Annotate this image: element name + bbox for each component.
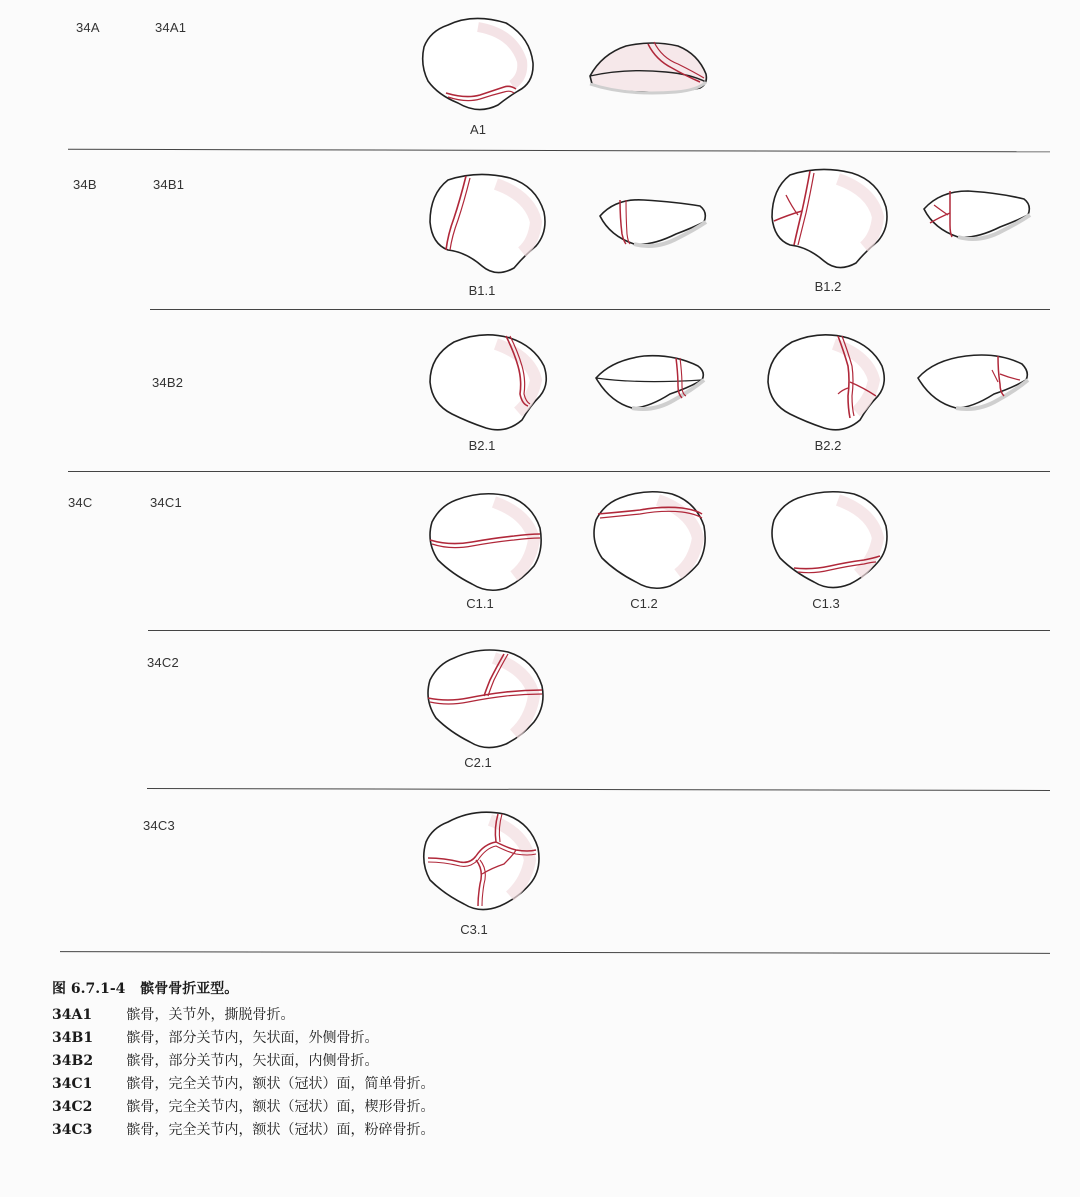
caption-title-row [52,978,434,998]
caption-text: 髌骨，关节外，撕脱骨折。 [126,1007,295,1023]
group-label-34C: 34C [68,495,93,510]
divider-C2-C3 [147,788,1050,791]
caption-code: 34B1 [52,1030,94,1046]
figure-label-A1: A1 [470,122,486,137]
patella-front-C1-1 [426,490,546,596]
caption-item [52,1004,434,1027]
divider-bottom [60,951,1050,954]
caption-text: 髌骨，部分关节内，矢状面，内侧骨折。 [126,1053,379,1069]
figure-caption [52,978,434,1142]
figure-label-B1-2: B1.2 [814,279,842,294]
figure-label-C2-1: C2.1 [464,755,492,770]
divider-B-C [68,471,1050,472]
caption-code: 34C2 [52,1099,93,1115]
patella-front-C2-1 [424,646,548,754]
divider-B1-B2 [150,309,1050,310]
figure-label-B1-1: B1.1 [468,283,496,298]
patella-front-B1-2 [766,165,892,273]
caption-code: 34B2 [52,1053,94,1069]
subgroup-label-34B1: 34B1 [153,177,185,192]
divider-C1-C2 [148,630,1050,631]
patella-side-B1-1 [596,190,712,254]
figure-label-B2-2: B2.2 [814,438,842,453]
divider-A-B [68,149,1050,153]
caption-text: 髌骨，完全关节内，额状（冠状）面，粉碎骨折。 [126,1122,435,1138]
subgroup-label-34C1: 34C1 [150,495,182,510]
figure-label-C3-1: C3.1 [460,922,488,937]
patella-front-C1-2 [590,488,710,594]
caption-item [52,1119,434,1142]
caption-item [52,1027,434,1050]
caption-text: 髌骨，部分关节内，矢状面，外侧骨折。 [126,1030,379,1046]
patella-front-B1-1 [426,170,552,278]
caption-text: 髌骨，完全关节内，额状（冠状）面，简单骨折。 [126,1076,435,1092]
caption-code: 34A1 [52,1007,93,1023]
subgroup-label-34A1: 34A1 [155,20,187,35]
patella-front-B2-1 [426,330,552,438]
patella-side-B1-2 [920,183,1036,247]
caption-item [52,1096,434,1119]
patella-front-C1-3 [768,488,892,594]
subgroup-label-34B2: 34B2 [152,375,184,390]
group-label-34A: 34A [76,20,100,35]
figure-label-C1-2: C1.2 [630,596,658,611]
group-label-34B: 34B [73,177,97,192]
caption-code: 34C1 [52,1076,93,1092]
figure-label-C1-3: C1.3 [812,596,840,611]
figure-label-C1-1: C1.1 [466,596,494,611]
patella-front-C3-1 [420,808,544,918]
patella-front-B2-2 [764,330,890,438]
subgroup-label-34C3: 34C3 [143,818,175,833]
patella-front-A1 [418,15,538,125]
caption-title: 髌骨骨折亚型。 [140,981,239,997]
caption-code: 34C3 [52,1122,93,1138]
caption-item [52,1050,434,1073]
caption-item [52,1073,434,1096]
figure-label-B2-1: B2.1 [468,438,496,453]
caption-text: 髌骨，完全关节内，额状（冠状）面，楔形骨折。 [126,1099,435,1115]
patella-side-A1 [586,38,712,102]
patella-side-B2-1 [592,350,710,416]
patella-side-B2-2 [914,350,1034,416]
caption-number: 图 6.7.1-4 [52,981,126,997]
subgroup-label-34C2: 34C2 [147,655,179,670]
